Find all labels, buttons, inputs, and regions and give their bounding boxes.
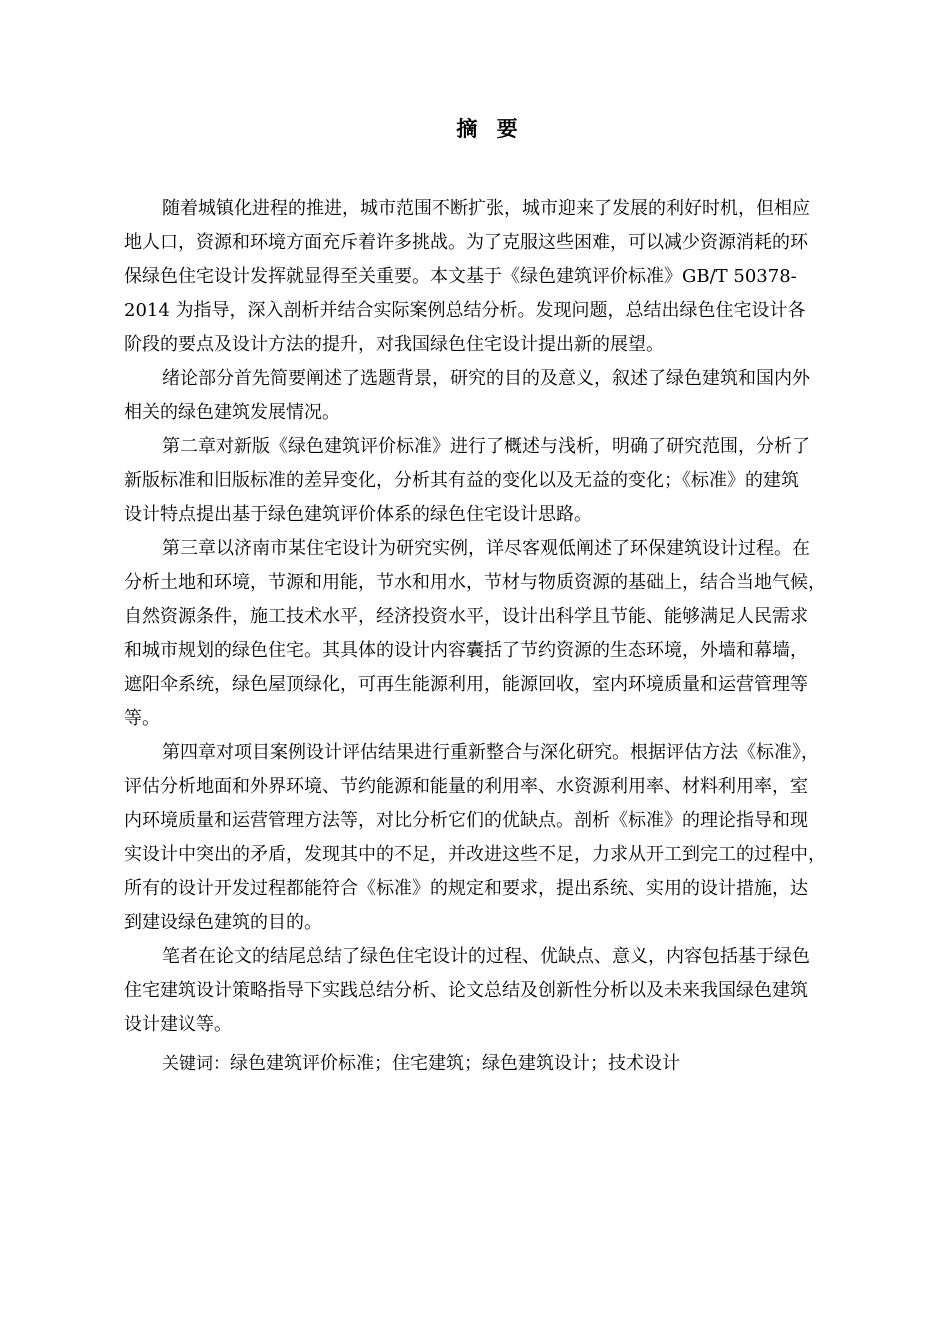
paragraph-line: 阶段的要点及设计方法的提升，对我国绿色住宅设计提出新的展望。: [124, 334, 664, 355]
paragraph-line: 2014 为指导，深入剖析并结合实际案例总结分析。发现问题，总结出绿色住宅设计各: [124, 300, 806, 321]
paragraph-line: 遮阳伞系统，绿色屋顶绿化，可再生能源利用，能源回收，室内环境质量和运营管理等: [124, 674, 808, 695]
paragraph-line: 设计建议等。: [124, 1014, 232, 1035]
paragraph-line: 相关的绿色建筑发展情况。: [124, 402, 340, 423]
paragraph-line: 自然资源条件，施工技术水平，经济投资水平，设计出科学且节能、能够满足人民需求: [124, 606, 808, 627]
paragraph-line: 和城市规划的绿色住宅。其具体的设计内容囊括了节约资源的生态环境，外墙和幕墙，: [124, 640, 808, 661]
paragraph-line: 内环境质量和运营管理方法等，对比分析它们的优缺点。剖析《标准》的理论指导和现: [124, 810, 808, 831]
paragraph-line: 新版标准和旧版标准的差异变化，分析其有益的变化以及无益的变化；《标准》的建筑: [124, 470, 799, 491]
paragraph-line: 保绿色住宅设计发挥就显得至关重要。本文基于《绿色建筑评价标准》GB/T 50378-: [124, 266, 797, 287]
paragraph-line: 第四章对项目案例设计评估结果进行重新整合与深化研究。根据评估方法《标准》，: [162, 742, 819, 763]
paragraph-line: 分析土地和环境，节源和用能，节水和用水，节材与物质资源的基础上，结合当地气候，: [124, 572, 826, 593]
paragraph-line: 实设计中突出的矛盾，发现其中的不足，并改进这些不足，力求从开工到完工的过程中，: [124, 844, 826, 865]
abstract-body: [124, 192, 864, 1042]
paragraph-line: 设计特点提出基于绿色建筑评价体系的绿色住宅设计思路。: [124, 504, 592, 525]
paragraph-line: 地人口，资源和环境方面充斥着许多挑战。为了克服这些困难，可以减少资源消耗的环: [124, 232, 808, 253]
paragraph-line: 第三章以济南市某住宅设计为研究实例，详尽客观低阐述了环保建筑设计过程。在: [162, 538, 810, 559]
paragraph-line: 到建设绿色建筑的目的。: [124, 912, 322, 933]
paragraph-line: 评估分析地面和外界环境、节约能源和能量的利用率、水资源利用率、材料利用率，室: [124, 776, 808, 797]
paragraph-line: 绪论部分首先简要阐述了选题背景，研究的目的及意义，叙述了绿色建筑和国内外: [162, 368, 810, 389]
keywords-label: 关键词：: [162, 1054, 230, 1074]
keywords-line: [162, 1047, 680, 1081]
paragraph-line: 住宅建筑设计策略指导下实践总结分析、论文总结及创新性分析以及未来我国绿色建筑: [124, 980, 808, 1001]
paragraph-line: 第二章对新版《绿色建筑评价标准》进行了概述与浅析，明确了研究范围，分析了: [162, 436, 810, 457]
abstract-title: 摘 要: [456, 117, 524, 141]
paragraph-line: 笔者在论文的结尾总结了绿色住宅设计的过程、优缺点、意义，内容包括基于绿色: [162, 946, 810, 967]
paragraph-line: 所有的设计开发过程都能符合《标准》的规定和要求，提出系统、实用的设计措施，达: [124, 878, 808, 899]
keywords-value: 绿色建筑评价标准；住宅建筑；绿色建筑设计；技术设计: [230, 1053, 680, 1074]
paragraph-line: 等。: [124, 708, 160, 729]
paragraph-line: 随着城镇化进程的推进，城市范围不断扩张，城市迎来了发展的利好时机，但相应: [162, 198, 810, 219]
